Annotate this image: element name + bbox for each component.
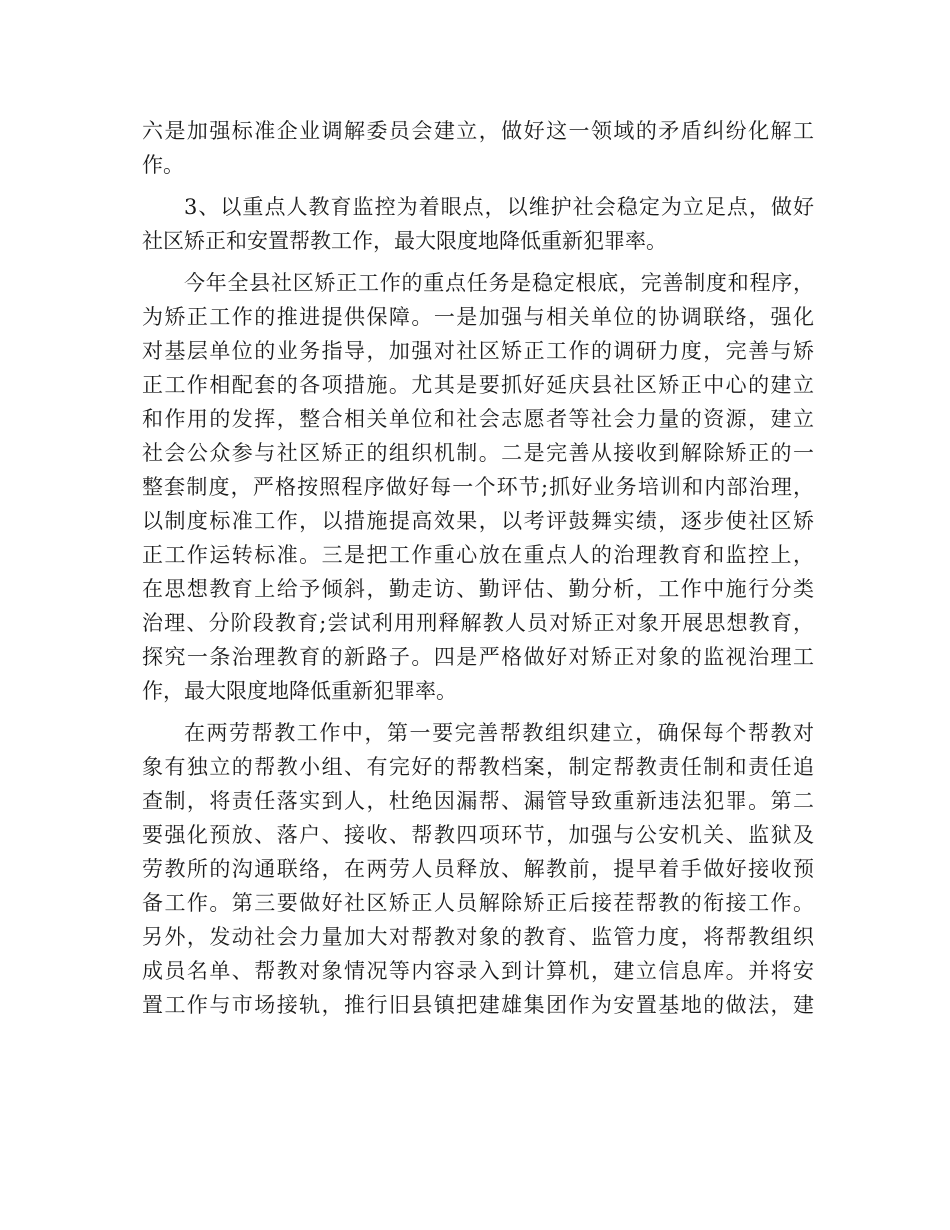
text-line: 今年全县社区矫正工作的重点任务是稳定根底，完善制度和程序， (184, 271, 814, 295)
text-line: 备工作。第三要做好社区矫正人员解除矫正后接茬帮教的衔接工作。 (142, 891, 814, 915)
body-text (142, 114, 814, 1022)
text-line: 置工作与市场接轨，推行旧县镇把建雄集团作为安置基地的做法，建 (142, 993, 814, 1017)
paragraph (142, 190, 814, 258)
text-line: 探究一条治理教育的新路子。四是严格做好对矫正对象的监视治理工 (142, 645, 814, 669)
text-line: 和作用的发挥，整合相关单位和社会志愿者等社会力量的资源，建立 (142, 407, 814, 431)
text-line: 正工作相配套的各项措施。尤其是要抓好延庆县社区矫正中心的建立 (142, 373, 814, 397)
text-line: 社区矫正和安置帮教工作，最大限度地降低重新犯罪率。 (142, 229, 667, 253)
text-line: 查制，将责任落实到人，杜绝因漏帮、漏管导致重新违法犯罪。第二 (142, 789, 814, 813)
text-line: 另外，发动社会力量加大对帮教对象的教育、监管力度，将帮教组织 (142, 925, 814, 949)
text-line: 正工作运转标准。三是把工作重心放在重点人的治理教育和监控上， (142, 543, 814, 567)
text-line: 对基层单位的业务指导，加强对社区矫正工作的调研力度，完善与矫 (142, 339, 814, 363)
text-line: 六是加强标准企业调解委员会建立，做好这一领域的矛盾纠纷化解工 (142, 119, 814, 143)
paragraph (142, 114, 814, 182)
paragraph (142, 716, 814, 1022)
text-line: 要强化预放、落户、接收、帮教四项环节，加强与公安机关、监狱及 (142, 823, 814, 847)
text-line: 治理、分阶段教育;尝试利用刑释解教人员对矫正对象开展思想教育， (142, 611, 814, 635)
paragraph (142, 266, 814, 708)
text-line: 为矫正工作的推进提供保障。一是加强与相关单位的协调联络，强化 (142, 305, 814, 329)
text-line: 作。 (142, 153, 184, 177)
text-line: 以制度标准工作，以措施提高效果，以考评鼓舞实绩，逐步使社区矫 (142, 509, 814, 533)
text-line: 社会公众参与社区矫正的组织机制。二是完善从接收到解除矫正的一 (142, 441, 814, 465)
text-line: 整套制度，严格按照程序做好每一个环节;抓好业务培训和内部治理， (142, 475, 814, 499)
text-line: 3、以重点人教育监控为着眼点，以维护社会稳定为立足点，做好 (184, 195, 814, 219)
text-line: 在思想教育上给予倾斜，勤走访、勤评估、勤分析，工作中施行分类 (142, 577, 814, 601)
text-line: 成员名单、帮教对象情况等内容录入到计算机，建立信息库。并将安 (142, 959, 814, 983)
text-line: 在两劳帮教工作中，第一要完善帮教组织建立，确保每个帮教对 (184, 721, 814, 745)
text-line: 劳教所的沟通联络，在两劳人员释放、解教前，提早着手做好接收预 (142, 857, 814, 881)
text-line: 象有独立的帮教小组、有完好的帮教档案，制定帮教责任制和责任追 (142, 755, 814, 779)
text-line: 作，最大限度地降低重新犯罪率。 (142, 679, 457, 703)
